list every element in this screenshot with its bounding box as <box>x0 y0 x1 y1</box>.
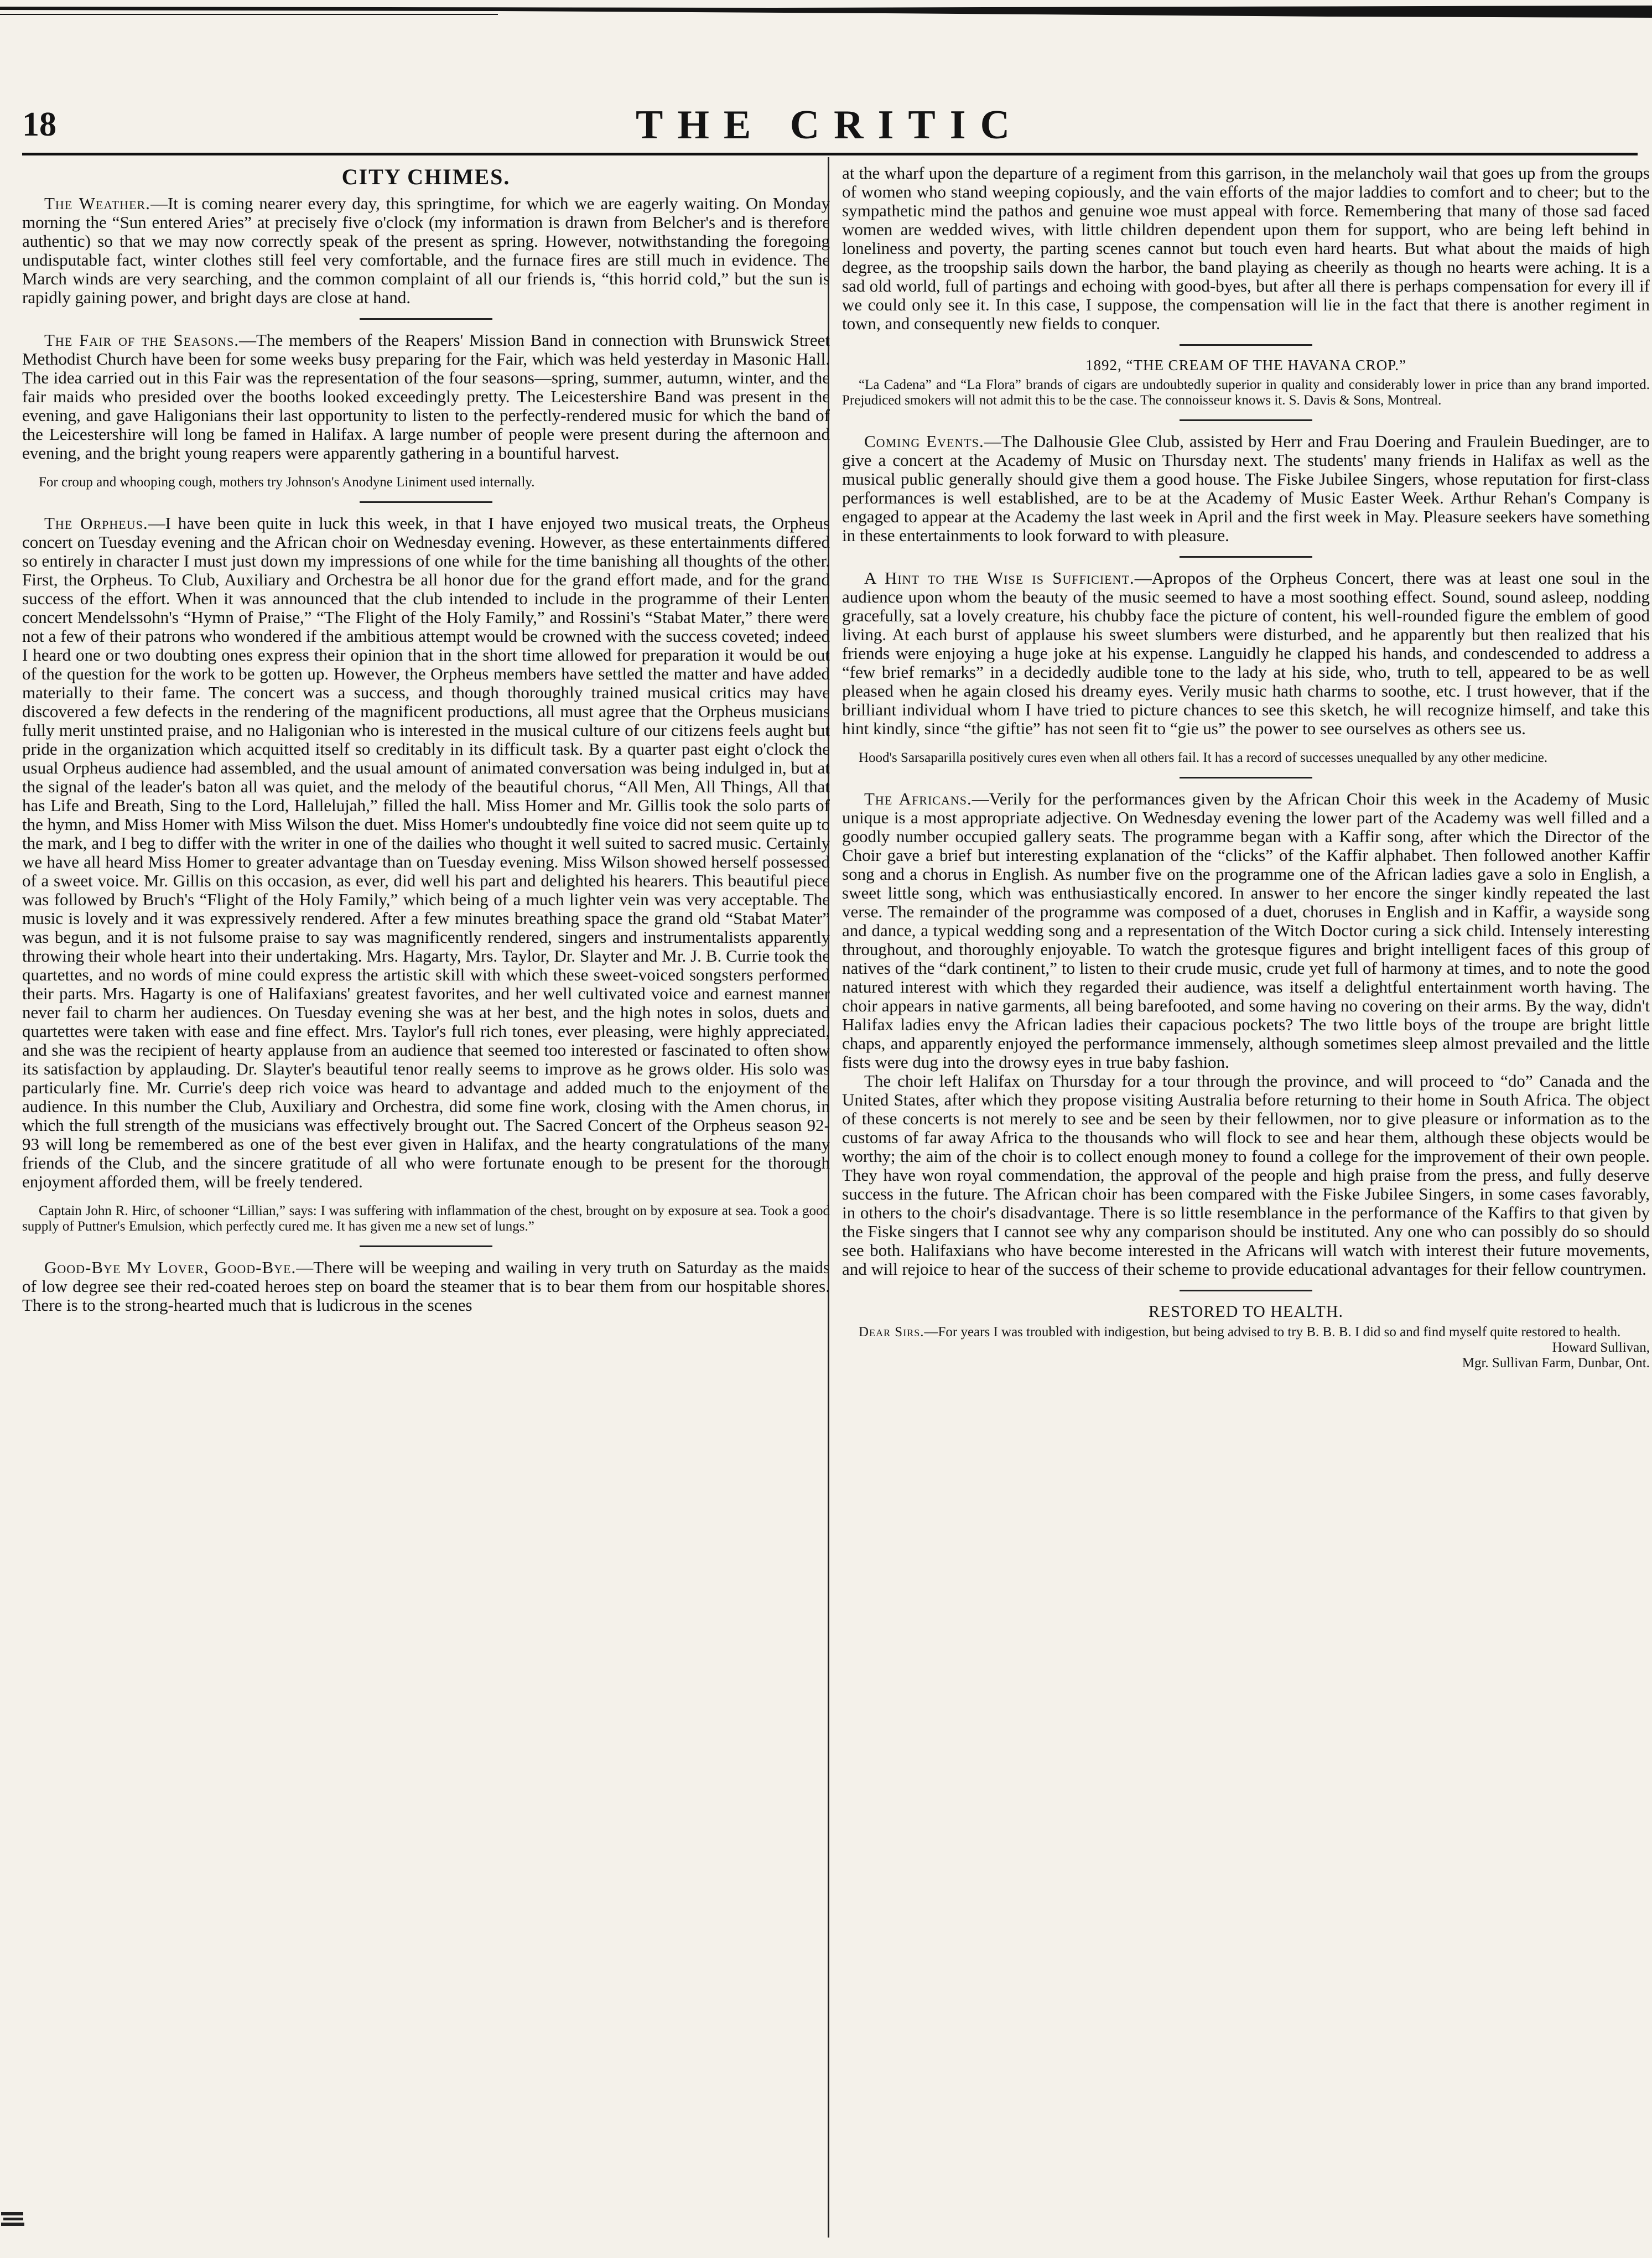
left-column <box>22 164 830 2233</box>
advertisement-restored <box>842 1325 1650 1340</box>
article-lead: The Fair of the Seasons. <box>44 330 240 350</box>
separator-rule <box>360 1245 492 1247</box>
advertisement-restored-title: RESTORED TO HEALTH. <box>1148 1302 1344 1321</box>
article-lead: Dear Sirs. <box>859 1325 924 1340</box>
page-header <box>22 102 1638 149</box>
article-goodbye-continued: at the wharf upon the departure of a regiment from this garrison, in the melancholy wail that goes up from the groups of women who stand weeping copiously, and the vain efforts of the major laddies to comfort and to cheer; but to the sympathetic mind the pathos and genuine woe must appeal with force. Remembering that many of those sad faced women are wedded wives, with little children dependent upon them for support, who are being left behind in loneliness and poverty, the parting scenes cannot but touch even hard hearts. But what about the maids of high degree, as the troopship sails down the harbor, the band playing as cheerily as though no hearts were aching. It is a sad old world, full of partings and echoing with good-byes, but after all there is perhaps compensation for every ill if we could only see it. In this case, I suppose, the compensation will lie in the fact that there is another regiment in town, and consequently new fields to conquer. <box>842 164 1650 333</box>
separator-rule <box>360 318 492 320</box>
signature: Howard Sullivan, <box>1552 1340 1650 1355</box>
advertisement-emulsion: Captain John R. Hirc, of schooner “Lillian,” says: I was suffering with inflammation of the chest, brought on by exposure at sea. Took a good supply of Puttner's Emulsion, which perfectly cured me. It has given me a new set of lungs.” <box>22 1203 830 1234</box>
advertisement-hood: Hood's Sarsaparilla positively cures even when all others fail. It has a record of successes unequalled by any other medicine. <box>859 750 1548 765</box>
margin-mark <box>0 2208 27 2230</box>
masthead-title: THE CRITIC <box>635 102 1025 148</box>
article-body: —Verily for the performances given by the African Choir this week in the Academy of Music unique is a most appropriate adjective. On Wednesday evening the lower part of the Academy was well filled and a goodly number occupied gallery seats. The programme began with a Kaffir song, after which the Director of the Choir gave a brief but interesting explanation of the “clicks” of the Kaffir alphabet. Then followed another Kaffir song and a chorus in English. As number five on the programme one of the African ladies gave a solo in English, a sweet little song, which was enthusiastically encored. In answer to her encore the singer kindly repeated the last verse. The remainder of the programme was composed of a duet, choruses in English and in Kaffir, a wayside song and dance, a typical wedding song and a representation of the Witch Doctor curing a sick child. Intensely interesting throughout, and thoroughly enjoyable. To watch the grotesque figures and bright intelligent faces of this group of natives of the “dark continent,” to listen to their crude music, crude yet full of harmony at times, and to note the good natured interest with which they regarded their audience, was itself a delightful entertainment worth having. The choir appears in native garments, all being barefooted, and some having no covering on their arms. By the way, didn't Halifax ladies envy the African ladies their capacious pockets? The two little boys of the troupe are bright little chaps, and apparently enjoyed the performance immensely, although sometimes sleep almost prevailed and the little fists were dug into the drowsy eyes in true baby fashion. <box>842 789 1650 1072</box>
signature-address: Mgr. Sullivan Farm, Dunbar, Ont. <box>1462 1356 1650 1371</box>
article-hint <box>842 569 1650 738</box>
right-column <box>842 164 1650 2233</box>
separator-rule <box>360 501 492 503</box>
article-africans-paragraph-2: The choir left Halifax on Thursday for a tour through the province, and will proceed to “do” Canada and the United States, after which they propose visiting Australia before returning to their home in South Africa. The object of these concerts is not merely to see and be seen by their fellowmen, nor to give pleasure or information as to the customs of far away Africa to the thousands who will flock to see and hear them, although these objects would be worthy; the aim of the choir is to collect enough money to found a college for the improvement of their own people. They have won royal commendation, the approval of the people and high praise from the press, and fully deserve success in the future. The African choir has been compared with the Fiske Jubilee Singers, in some cases favorably, in others to the choir's disadvantage. There is so little resemblance in the performance of the Kaffirs to that given by the Fiske singers that I cannot see why any comparison should be instituted. Any one who can possibly do so should see both. Halifaxians who have become interested in the Africans will watch with interest their future movements, and will rejoice to hear of the success of their scheme to provide educational advantages for their fellow countrymen. <box>842 1071 1650 1279</box>
separator-rule <box>1180 556 1312 558</box>
article-lead: The Orpheus. <box>44 513 148 533</box>
article-lead: A Hint to the Wise is Sufficient. <box>864 568 1135 588</box>
article-fair <box>22 331 830 463</box>
article-lead: The Weather. <box>44 194 150 213</box>
advertisement-cigar-title: 1892, “THE CREAM OF THE HAVANA CROP.” <box>1085 357 1407 373</box>
article-lead: Coming Events. <box>864 432 984 451</box>
article-body: —I have been quite in luck this week, in that I have enjoyed two musical treats, the Orpheus concert on Tuesday evening and the African choir on Wednesday evening. However, as these entertainments differed so entirely in character I must just down my impressions of one while for the time banishing all thoughts of the other. First, the Orpheus. To Club, Auxiliary and Orchestra be all honor due for the grand effort made, and for the grand success of the effort. When it was announced that the club intended to include in the programme of their Lenten concert Mendelssohn's “Hymn of Praise,” “The Flight of the Holy Family,” and Rossini's “Stabat Mater,” there were not a few of their patrons who wondered if the ambitious attempt would be crowned with the success coveted; indeed I heard one or two doubting ones express their opinion that in the short time allowed for preparation it would be out of the question for the work to be gotten up. However, the Orpheus members have settled the matter and have added materially to their fame. The concert was a success, and though thoroughly trained musical critics may have discovered a few defects in the rendering of the magnificent productions, all must agree that the Orpheus musicians fully merit unstinted praise, and no Haligonian who is interested in the musical culture of our citizens feels aught but pride in the organization which acquitted itself so creditably in its difficult task. By a quarter past eight o'clock the usual Orpheus audience had assembled, and the usual amount of animated conversation was being indulged in, but at the signal of the leader's baton all was quiet, and the melody of the beautiful chorus, “All Men, All Things, All that has Life and Breath, Sing to the Lord, Hallelujah,” filled the hall. Miss Homer and Mr. Gillis took the solo parts of the hymn, and Miss Homer with Miss Wilson the duet. Miss Homer's undoubtedly fine voice did not seem quite up to the mark, and I beg to differ with the writer in one of the dailies who thought it well suited to sacred music. Certainly we have all heard Miss Homer to greater advantage than on Tuesday evening. Miss Wilson showed herself possessed of a sweet voice. Mr. Gillis on this occasion, as ever, did well his part and delighted his hearers. This beautiful piece was followed by Bruch's “Flight of the Holy Family,” which being of a much lighter vein was very acceptable. The music is lovely and it was expressively rendered. After a few minutes breathing space the grand old “Stabat Mater” was begun, and it is not fulsome praise to say was magnificently rendered, singers and instrumentalists apparently throwing their whole heart into their undertaking. Mrs. Hagarty, Mrs. Taylor, Dr. Slayter and Mr. J. B. Currie took the quartettes, and no words of mine could express the artistic skill with which these sweet-voiced songsters performed their parts. Mrs. Hagarty is one of Halifaxians' greatest favorites, and her well cultivated voice and earnest manner never fail to charm her audiences. On Tuesday evening she was at her best, and the high notes in solos, duets and quartettes were taken with ease and fine effect. Mrs. Taylor's full rich tones, ever pleasing, were highly appreciated, and she was the recipient of hearty applause from an audience that seemed too interested or fascinated to often show its satisfaction by applauding. Dr. Slayter's beautiful tenor really seems to improve as he grows older. His solo was particularly fine. Mr. Currie's deep rich voice was heard to advantage and added much to the enjoyment of the audience. In this number the Club, Auxiliary and Orchestra, did some fine work, closing with the Amen chorus, in which the full strength of the musicians was effectively brought out. The Sacred Concert of the Orpheus season 92-93 will long be remembered as one of the best ever given in Halifax, and the hearty congratulations of the many friends of the Club, and the sincere gratitude of all who were fortunate enough to be present for the thorough enjoyment afforded them, will be freely tendered. <box>22 513 830 1191</box>
separator-rule <box>1180 777 1312 778</box>
article-lead: Good-Bye My Lover, Good-Bye. <box>44 1258 297 1277</box>
article-africans <box>842 790 1650 1072</box>
section-title-city-chimes: CITY CHIMES. <box>341 164 511 189</box>
separator-rule <box>1180 344 1312 346</box>
article-coming-events <box>842 432 1650 545</box>
article-orpheus <box>22 514 830 1191</box>
article-body: —It is coming nearer every day, this springtime, for which we are eagerly waiting. On Monday morning the “Sun entered Aries” at precisely five o'clock (my information is drawn from Belcher's and is therefore authentic) so that we may now correctly speak of the present as spring. However, notwithstanding the foregoing undisputable fact, winter clothes still feel very comfortable, and the furnace fires are still much in evidence. The March winds are very searching, and the common complaint of all our friends is, “this horrid cold,” but the sun is rapidly gaining power, and bright days are close at hand. <box>22 194 830 307</box>
article-weather <box>22 194 830 307</box>
article-goodbye <box>22 1258 830 1315</box>
article-lead: The Africans. <box>864 789 972 808</box>
article-body: —The members of the Reapers' Mission Band in connection with Brunswick Street Methodist Church have been for some weeks busy preparing for the Fair, which was held yesterday in Masonic Hall. The idea carried out in this Fair was the representation of the four seasons—spring, summer, autumn, winter, and the fair maids who presided over the booths looked exceedingly pretty. The Leicestershire Band was present in the evening, and gave Haligonians their last opportunity to listen to the perfectly-rendered music for which the band of the Leicestershire will long be famed in Halifax. A large number of people were present during the afternoon and evening, and the bright young reapers were apparently gathering in a bountiful harvest. <box>22 330 830 463</box>
article-body: —For years I was troubled with indigestion, but being advised to try B. B. B. I did so and find myself quite restored to health. <box>924 1325 1621 1340</box>
top-torn-edge <box>0 6 1652 18</box>
separator-rule <box>1180 419 1312 421</box>
article-body: —The Dalhousie Glee Club, assisted by Herr and Frau Doering and Fraulein Buedinger, are to give a concert at the Academy of Music on Thursday next. The students' many friends in Halifax as well as the musical public generally should give them a good house. The Fiske Jubilee Singers, whose reputation for first-class performances is well established, are to be at the Academy of Music Easter Week. Arthur Rehan's Company is engaged to appear at the Academy the last week in April and the first week in May. Pleasure seekers have something in these entertainments to look forward to with pleasure. <box>842 432 1650 545</box>
advertisement-croup: For croup and whooping cough, mothers try Johnson's Anodyne Liniment used internally. <box>39 475 535 490</box>
separator-rule <box>1180 1290 1312 1291</box>
page-number: 18 <box>22 106 56 143</box>
article-body: —Apropos of the Orpheus Concert, there was at least one soul in the audience upon whom the beauty of the music seemed to have a most soothing effect. Sound, sound asleep, nodding gracefully, sat a lovely creature, his chubby face the picture of content, his well-rounded figure the emblem of good living. At each burst of applause his sweet slumbers were disturbed, and he apparently but then realized that his friends were enjoying a huge joke at his expense. Languidly he clapped his hands, and condescended to address a “few brief remarks” in a decidedly audible tone to the lady at his side, who, truth to tell, appeared to be as well pleased when he again closed his dreamy eyes. Verily music hath charms to soothe, etc. I trust however, that if the brilliant individual whom I have tried to picture chances to see this sketch, he will recognize himself, and take this hint kindly, since “the giftie” has not seen fit to “gie us” the power to see ourselves as others see us. <box>842 568 1650 738</box>
header-rule <box>22 153 1638 155</box>
article-body: —There will be weeping and wailing in very truth on Saturday as the maids of low degree see their red-coated heroes step on board the steamer that is to bear them from our hospitable shores. There is to the strong-hearted much that is ludicrous in the scenes <box>22 1258 830 1315</box>
advertisement-cigar: “La Cadena” and “La Flora” brands of cigars are undoubtedly superior in quality and considerably lower in price than any brand imported. Prejudiced smokers will not admit this to be the case. The connoisseur knows it. S. Davis & Sons, Montreal. <box>842 377 1650 408</box>
